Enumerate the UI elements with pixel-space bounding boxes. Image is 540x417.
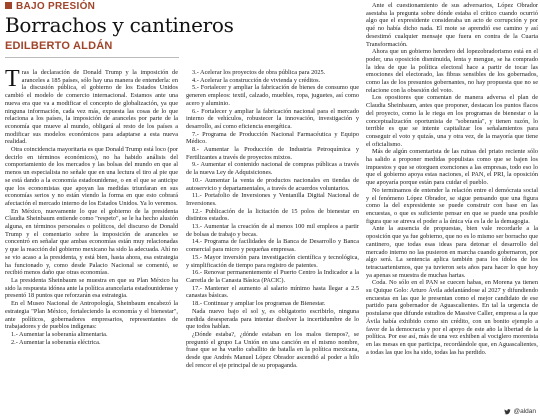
list-item: 11.- Portafolio de Inversiones y Ventanilla Digital Nacional de Inversiones. (186, 192, 359, 207)
paragraph: Nada nuevo bajo el sol y, es obligatorio escribirlo, ninguna medida desesperada para intentar disolver la incertidumbre de lo que todos hablan. (186, 307, 359, 331)
list-item: 17.- Mantener el aumento al salario mínimo hasta llegar a 2.5 canastas básicas. (186, 284, 359, 300)
list-item: 2.- Aumentar la soberanía eléctrica. (11, 338, 101, 346)
column-1 (5, 66, 178, 346)
paragraph: Los opositores que comentan de manera adversa el plan de Claudia Sheinbaum, antes que proponer, destacan los puntos flacos del proyecto, como la le riega en los programas de bienestar o la conceptualización oportunista de "soberanía", y tienen razón, lo terrible es que se intente capitalizar los señalamientos para conseguir el voto y quizás, una y otra vez, de la mayoría que tiene el oficialismo. (366, 94, 538, 148)
list-item: 13.- Aumentar la creación de al menos 100 mil empleos a partir de bolsas de trabajo y becas. (186, 223, 359, 238)
list-item: 5.- Fortalecer y ampliar la fabricación de bienes de consumo que generen empleos: textil, calzado, muebles, ropa, juguetes, así como acero y aluminio. (186, 84, 359, 107)
list-item: 4.- Acelerar la construcción de vivienda y créditos. (192, 76, 321, 84)
section-kicker (5, 1, 95, 12)
paragraph: Ante la ausencia de propuestas, bien vale recordarle a la oposición que ya fue gobierno, que no es lo mismo ser borracho que cantinero, que todas esas ideas para detonar el desarrollo del mercado interno no las pusieron en marcha cuando gobernaron, por algo será. La sentencia aplica también para los ídolos de los tetracuartenismos, que ya tuvieron seis años para hacer lo que hoy ya apenas se muestra de muchas hartas. (366, 225, 538, 279)
paragraph: Ante el cuestionamiento de sus adversarios, López Obrador asestaba la pregunta sobre dónde estaba el crítico cuando ocurrió algo que el expresidente consideraba un acto de corrupción y por qué no había dicho nada. El mote se aprendió ese camino y así desestimó cualquier mensaje que fuera en contra de la Cuarta Transformación. (366, 2, 538, 48)
list-item: 6.- Fortalecer y ampliar la fabricación nacional para el mercado interno de vehículos, robustecer la innovación, investigación y desarrollo, así como eficiencia energética. (186, 107, 359, 130)
paragraph: Ahora que un gobierno heredero del lopezobradorismo está en el poder, una oposición disminuida, lenta y mengue, se ha comprado la idea de que la política electoral hace a partir de tocar las emociones del electorado, las fibras sensibles de los gobernados, como las de los presuntos gobernantes, no hay propuesta que no se relacione con la obsesión del voto. (366, 48, 538, 94)
paragraph: La presidenta Sheinbaum se muestra en que su Plan México ha sido la respuesta idónea ante la política arancelaria estadounidense y presentó 18 puntos que reforzarán esa estrategia. (5, 276, 178, 300)
headline: Borrachos y cantineros (5, 13, 234, 37)
paragraph: ¿Dónde estaba?, ¿dónde estaban en los malos tiempos?, se preguntó el grupo La Unión en una canción en el mismo nombre, frase que se ha vuelto caballito de batalla en la política mexicana, desde que Andrés Manuel López Obrador ascendió al poder a hilo del rencor el eje principal de su propaganda. (186, 330, 359, 369)
list-item: 1.- Aumentar la soberanía alimentaria. (11, 330, 108, 338)
column-2 (186, 69, 359, 369)
paragraph: Otra coincidencia mayoritaria es que Donald Trump está loco (por decirlo en términos económicos), no ha habido análisis del comportamiento de los mercados y las bolsas del mundo en que al menos un especialista no señale que en una lectura el tiro al pie que se está dando a la economía estadounidense, o en el que se anticipe que los economistas que apoyan las medidas triunfaran en sus economías serios y no están viendo la forma en que esto cobrará afectación el mercado interno de los Estados Unidos. Ya lo veremos. (5, 146, 178, 207)
paragraph: En México, nuevamente lo que el gobierno de la presidenta Claudia Sheinbaum entiende como "respeto", se le ha hecho alusión alguna, en términos personales o políticos, del discurso de Donald Trump y el comentario sobre la imposición de aranceles se concentró en señalar que ambas economías están muy relacionadas y que la reacción del gobierno mexicano ha sido la adecuada. Ahí no se vio acaso a la presidenta, y está bien, hasta ahora, esa estrategia ha funcionado y, como desde Palacio Nacional se comentó, se recibió menos daño que otras economías. (5, 207, 178, 277)
list-item: 15.- Mayor inversión para investigación científica y tecnológica, y simplificación de tiempo para registro de patentes. (186, 253, 359, 269)
list-item: 10.- Aumentar la venta de productos nacionales en tiendas de autoservicio y departamentales, a través de acuerdos voluntarios. (186, 176, 359, 192)
author-handle: @aldan (513, 408, 536, 415)
twitter-bird-icon (504, 409, 511, 415)
paragraph: Más de algún comentarista de las ruinas del priato reciente sólo ha salido a proponer medidas populistas como que se bajen los impuestos y que se otorguen exenciones a las empresas, todo eso lo que el gobierno apoya estas naciones, el PAN, el PRI, la oposición que apoyaría porque están para cuidar el pueblo. (366, 148, 538, 187)
list-item: 9.- Aumentar el contenido nacional de compras públicas a través de la nueva Ley de Adquisiciones. (186, 161, 359, 177)
paragraph: Tras la declaración de Donald Trump y la imposición de aranceles a 185 países, sólo hay una manera de entenderla: en la discusión pública, el gobierno de los Estados Unidos cambió el modelo de comercio internacional. Estamos ante una nueva era que va a modificar el concepto de globalización, ya que ninguna información, cada vez más, expuesta las cosas de lo que relaciona a los países, la imposición de aranceles por parte de la economía que mueve al mundo, obligará al resto de los países a modificar sus modelos económicos para adaptarse a esta nueva realidad. (5, 66, 178, 146)
list-item: 3.- Acelerar los proyectos de obra pública para 2025. (192, 69, 326, 76)
section-label: BAJO PRESIÓN (16, 1, 96, 12)
header-divider (5, 57, 179, 58)
author-byline: EDILBERTO ALDÁN (5, 40, 113, 52)
list-item: 14.- Programa de facilidades de la Banca de Desarrollo y Banca comercial para micro y pequeñas empresas. (186, 238, 359, 254)
section-marker-icon (5, 2, 12, 9)
column-3 (366, 2, 538, 356)
list-item: 16.- Renovar permanentemente el Puerto Centro la Indicador a la Carretla de la Canasta Básica (PACIC). (186, 269, 359, 284)
paragraph: No terminamos de entender la relación entre el demócrata social y el fenómeno López Obrador, se sigue pensando que una figura como la del expresidente se puede construir con base en las encuestas, o que es suficiente pensar en que se puede una posible figura que se atreva el poder a la única vía es la de la demagogia. (366, 186, 538, 225)
list-item: 12.- Publicación de la licitación de 15 polos de bienestar en distintos estados. (186, 207, 359, 223)
paragraph: Coda. No sólo en el PAN se cuecen habas, en Morena ya tienen su Quique Golo: Arturo Ávila adelantándose al 2027 y difundiendo encuestas en las que le presentan como el mejor candidato de ese partido para gobernador de Aguascalientes. En tal la urgencia de postularse que difunde estudios de Massive Caller, empresa a la que Ávila había exhibido como sin crédito, con un bonito ejemplo a favor de la democracia y por el apoyo de este año la libertad de la política. Por ese así, más de una vez exhiben al vociglero morenista en las mesas en que participa, recordándole que, en Aguascalientes, a todas las que los ha sido, todas las ha perdido. (366, 279, 538, 356)
paragraph: En el Museo Nacional de Antropología, Sheinbaum encabezó la estrategia "Plan México, fortaleciendo la economía y el bienestar", ante políticos, gobernadores empresarios, representantes de trabajadores y de pueblos indígenas: (5, 300, 178, 331)
drop-cap: T (5, 66, 20, 92)
list-item: 7.- Programa de Producción Nacional Farmacéutica y Equipo Médico. (186, 130, 359, 146)
author-signature (504, 408, 536, 415)
list-item: 18.- Continuar y ampliar los programas de Bienestar. (192, 300, 326, 308)
list-item: 8.- Aumentar la Producción de Industria Petroquímica y Fertilizantes a través de proyectos mixtos. (186, 146, 359, 161)
